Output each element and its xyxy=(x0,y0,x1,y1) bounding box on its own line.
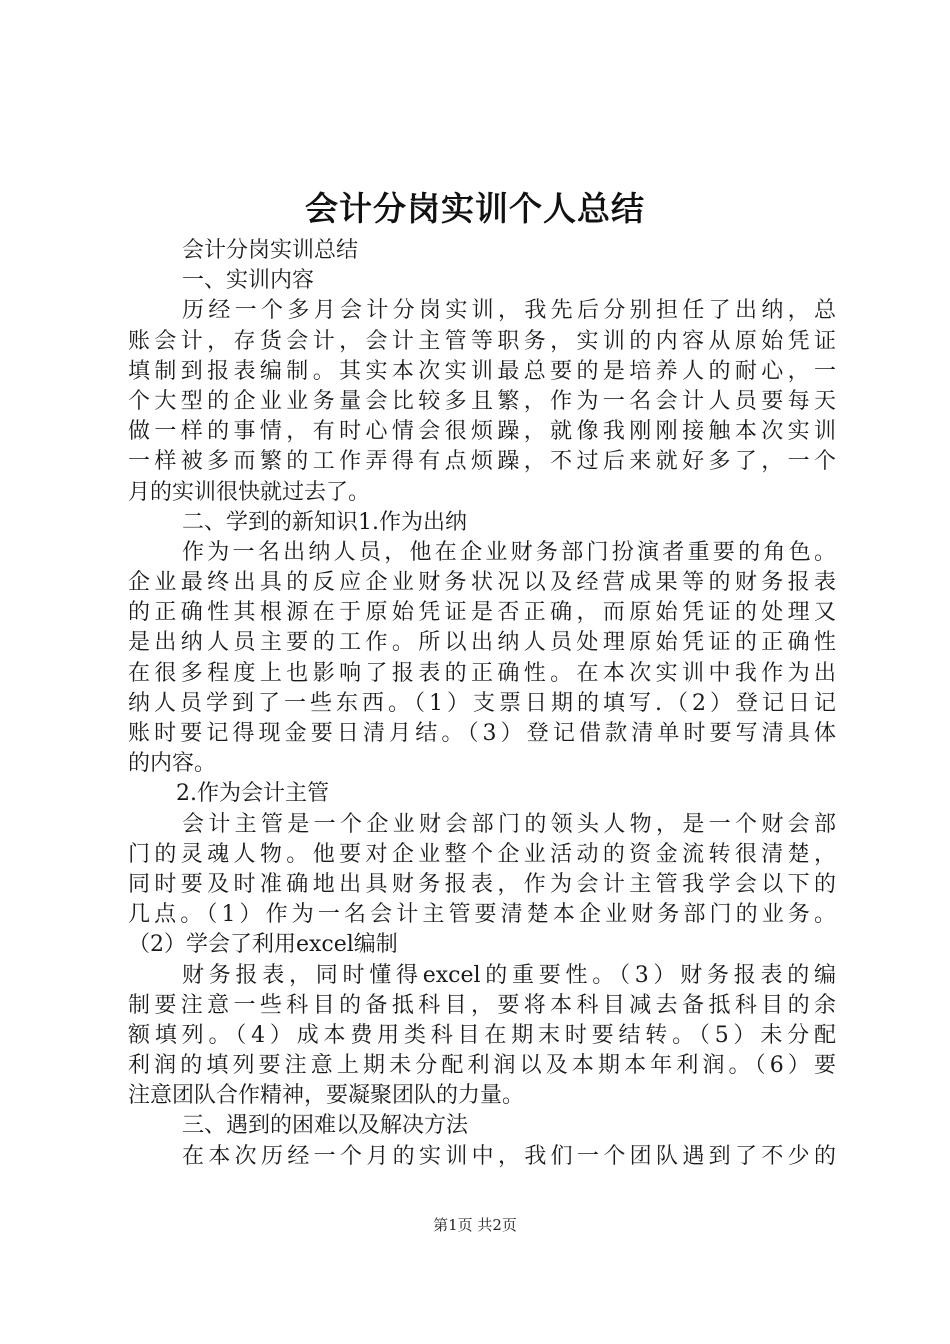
text-line: 的内容。 xyxy=(128,751,217,777)
text-line: 财务报表，同时懂得excel的重要性。（3）财务报表的编 xyxy=(182,962,836,988)
text-line: 几点。（1）作为一名会计主管要清楚本企业财务部门的业务。 xyxy=(128,902,836,928)
section-heading: 三、遇到的困难以及解决方法 xyxy=(182,1113,469,1139)
document-body xyxy=(128,236,836,1172)
text-line: 做一样的事情，有时心情会很烦躁，就像我刚刚接触本次实训 xyxy=(128,419,836,445)
text-line: 在很多程度上也影响了报表的正确性。在本次实训中我作为出 xyxy=(128,660,836,686)
text-line: 账时要记得现金要日清月结。（3）登记借款清单时要写清具体 xyxy=(128,721,836,746)
text-line: 利润的填列要注意上期未分配利润以及本期本年利润。（6）要 xyxy=(128,1053,836,1079)
text-line: 个大型的企业业务量会比较多且繁，作为一名会计人员要每天 xyxy=(128,388,836,414)
text-line: 历经一个多月会计分岗实训，我先后分别担任了出纳，总 xyxy=(182,298,836,324)
document-title: 会计分岗实训个人总结 xyxy=(305,189,645,228)
section-heading: 二、学到的新知识1.作为出纳 xyxy=(182,509,467,535)
text-line: 纳人员学到了一些东西。（1）支票日期的填写.（2）登记日记 xyxy=(128,690,836,716)
text-line: 月的实训很快就过去了。 xyxy=(128,479,371,505)
text-line: （2）学会了利用excel编制 xyxy=(128,932,398,958)
text-line: 的正确性其根源在于原始凭证是否正确，而原始凭证的处理又 xyxy=(128,600,836,626)
text-line: 在本次历经一个月的实训中，我们一个团队遇到了不少的 xyxy=(182,1143,836,1169)
text-line: 一样被多而繁的工作弄得有点烦躁，不过后来就好多了，一个 xyxy=(128,449,836,475)
text-line: 账会计，存货会计，会计主管等职务，实训的内容从原始凭证 xyxy=(128,328,836,354)
text-line: 会计主管是一个企业财会部门的领头人物，是一个财会部 xyxy=(182,811,836,837)
text-line: 作为一名出纳人员，他在企业财务部门扮演者重要的角色。 xyxy=(182,539,836,565)
text-line: 额填列。（4）成本费用类科目在期末时要结转。（5）未分配 xyxy=(128,1022,836,1048)
text-line: 注意团队合作精神，要凝聚团队的力量。 xyxy=(128,1083,525,1109)
section-heading: 一、实训内容 xyxy=(182,268,315,294)
section-heading: 2.作为会计主管 xyxy=(176,781,329,807)
text-line: 同时要及时准确地出具财务报表，作为会计主管我学会以下的 xyxy=(128,871,836,897)
text-line: 门的灵魂人物。他要对企业整个企业活动的资金流转很清楚， xyxy=(128,841,836,867)
text-line: 企业最终出具的反应企业财务状况以及经营成果等的财务报表 xyxy=(128,570,836,596)
text-line: 是出纳人员主要的工作。所以出纳人员处理原始凭证的正确性 xyxy=(128,630,836,656)
text-line: 会计分岗实训总结 xyxy=(182,238,359,263)
text-line: 制要注意一些科目的备抵科目，要将本科目减去备抵科目的余 xyxy=(128,992,836,1018)
text-line: 填制到报表编制。其实本次实训最总要的是培养人的耐心，一 xyxy=(128,358,836,384)
page-footer: 第1页 共2页 xyxy=(433,1216,517,1234)
